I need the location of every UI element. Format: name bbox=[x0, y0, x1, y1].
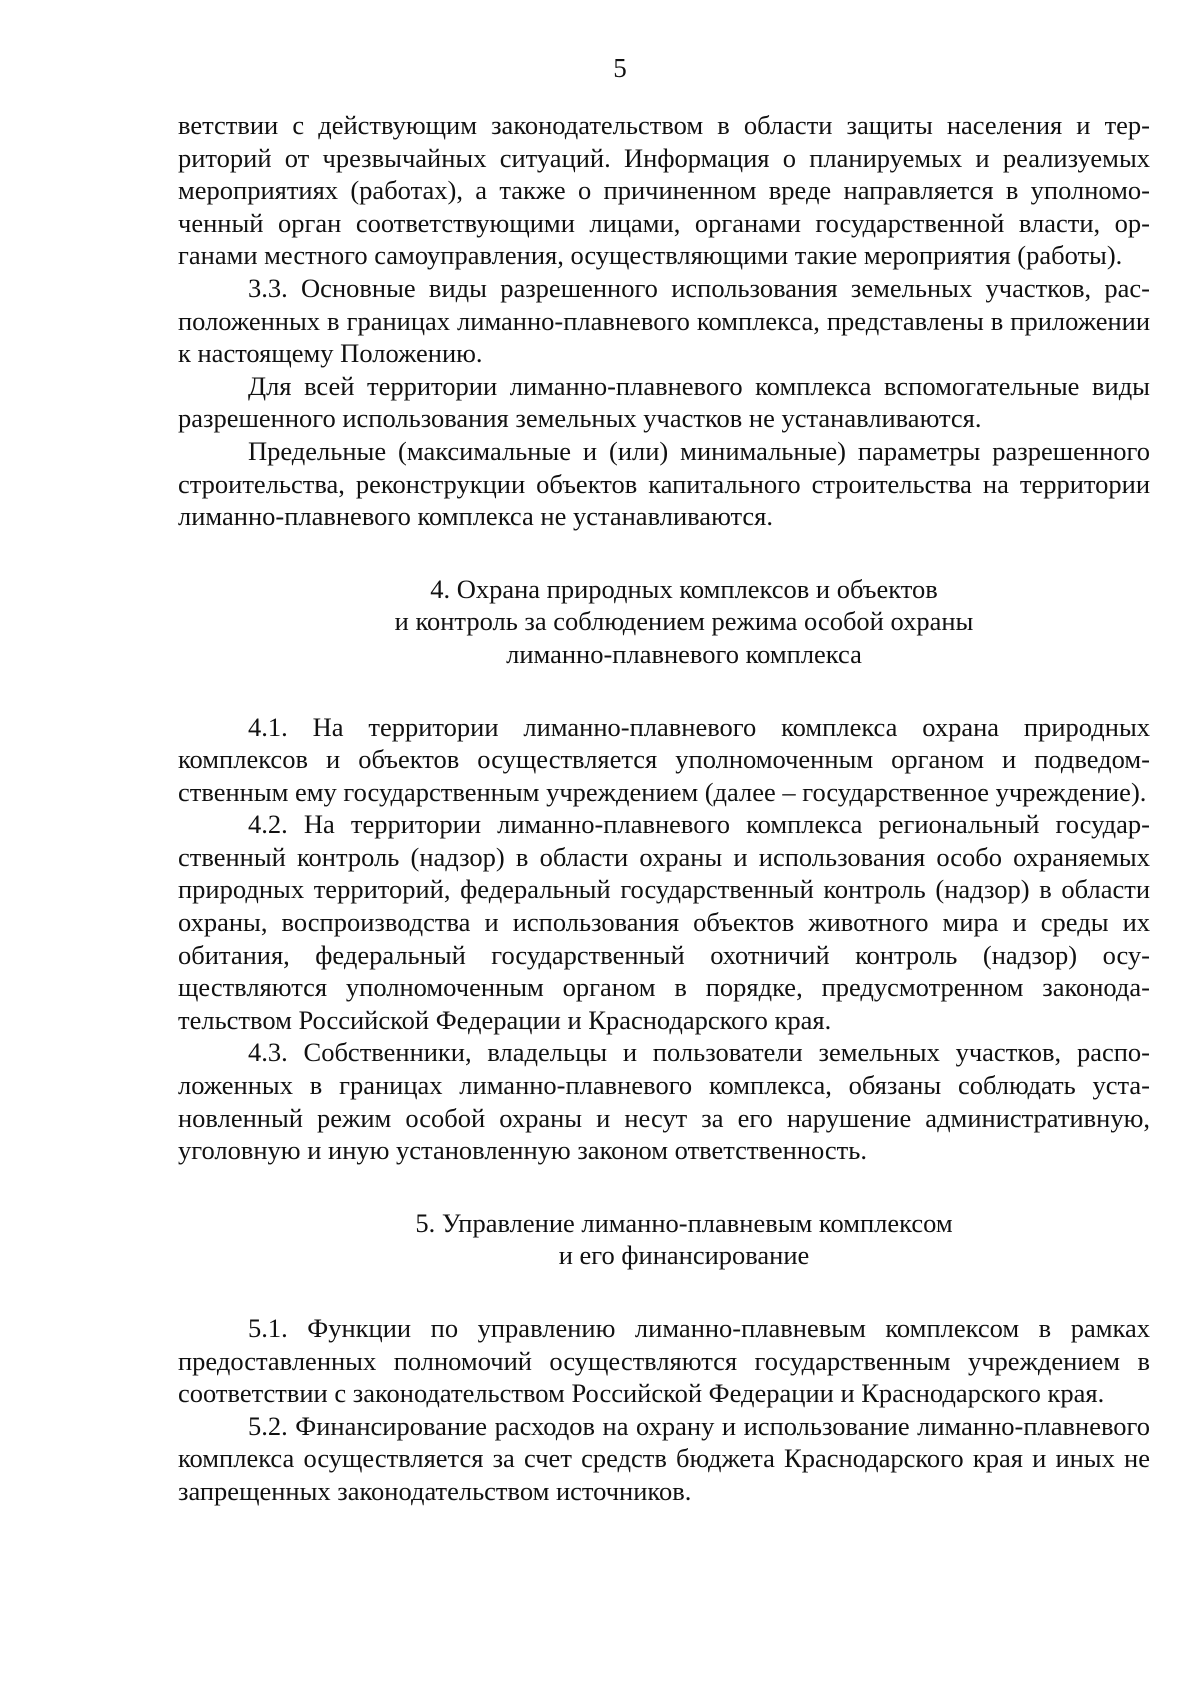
section-4-heading bbox=[178, 573, 1150, 671]
paragraph-4-1: 4.1. На территории лиманно-плавневого комплекса охрана природных комплексов и объектов осуществляется уполномоченным органом и подведомственным ему государственным учреждением (далее – государственное учреждение). bbox=[178, 711, 1150, 807]
section-5-heading-line: и его финансирование bbox=[558, 1240, 810, 1271]
paragraph-3-3: 3.3. Основные виды разрешенного использования земельных участков, расположенных в границах лиманно-плавневого комплекса, представлены в приложении к настоящему Положению. bbox=[178, 272, 1150, 369]
section-4-heading-line: лиманно-плавневого комплекса bbox=[506, 638, 862, 669]
paragraph-4-3: 4.3. Собственники, владельцы и пользователи земельных участков, расположенных в границах лиманно-плавневого комплекса, обязаны соблюдать установленный режим особой охраны и несут за его нарушение административную, уголовную и иную установленную законом ответственность. bbox=[178, 1037, 1150, 1166]
section-5-heading-line: 5. Управление лиманно-плавневым комплексом bbox=[415, 1207, 953, 1238]
paragraph-limit-parameters: Предельные (максимальные и (или) минимальные) параметры разрешенного строительства, реконструкции объектов капитального строительства на территории лиманно-плавневого комплекса не устанавливаются. bbox=[178, 435, 1150, 532]
paragraph-continuation: ветствии с действующим законодательством в области защиты населения и территорий от чрезвычайных ситуаций. Информация о планируемых и реализуемых мероприятиях (работах), а также о причиненном вреде направляется в уполномоченный орган соответствующими лицами, органами государственной власти, органами местного самоуправления, осуществляющими такие мероприятия (работы). bbox=[178, 110, 1150, 271]
section-5-heading bbox=[178, 1207, 1150, 1272]
paragraph-5-2: 5.2. Финансирование расходов на охрану и использование лиманно-плавневого комплекса осуществляется за счет средств бюджета Краснодарского края и иных не запрещенных законодательством источников. bbox=[178, 1410, 1150, 1506]
page-number: 5 bbox=[613, 53, 627, 83]
section-4-heading-line: 4. Охрана природных комплексов и объектов bbox=[430, 573, 938, 604]
section-5-content bbox=[178, 1312, 1150, 1508]
paragraph-auxiliary-use: Для всей территории лиманно-плавневого комплекса вспомогательные виды разрешенного использования земельных участков не устанавливаются. bbox=[178, 370, 1150, 434]
section-4-content bbox=[178, 711, 1150, 1167]
paragraph-4-2: 4.2. На территории лиманно-плавневого комплекса региональный государственный контроль (надзор) в области охраны и использования особо охраняемых природных территорий, федеральный государственный контроль (надзор) в области охраны, воспроизводства и использования объектов животного мира и среды их обитания, федеральный государственный охотничий контроль (надзор) осуществляются уполномоченным органом в порядке, предусмотренном законодательством Российской Федерации и Краснодарского края. bbox=[178, 809, 1150, 1035]
section-4-heading-line: и контроль за соблюдением режима особой охраны bbox=[394, 606, 974, 637]
document-body bbox=[178, 109, 1150, 1508]
paragraph-5-1: 5.1. Функции по управлению лиманно-плавневым комплексом в рамках предоставленных полномочий осуществляются государственным учреждением в соответствии с законодательством Российской Федерации и Краснодарского края. bbox=[178, 1313, 1150, 1409]
